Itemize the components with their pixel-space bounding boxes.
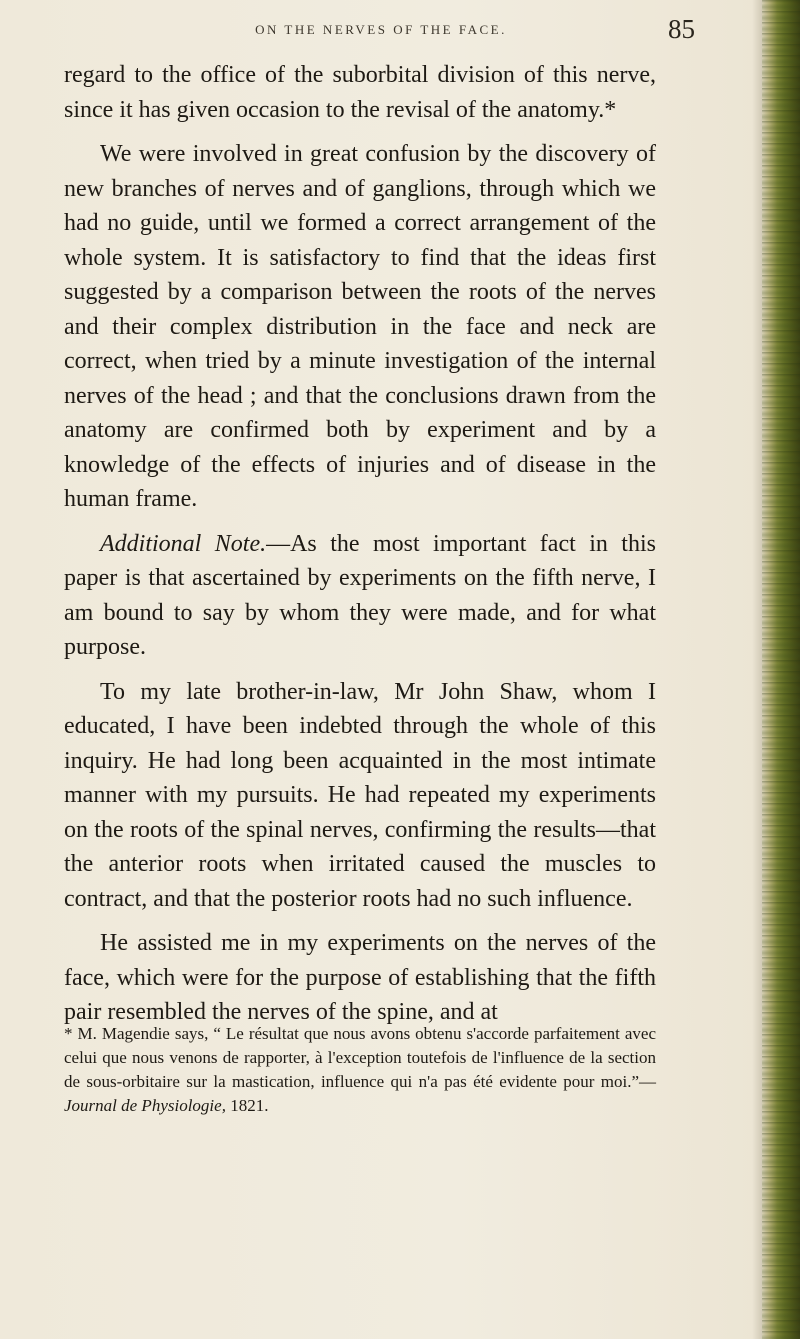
additional-note-text: —As the most important fact in this paper is that ascertained by experiments on the fifth nerve, I am bound to say by whom they were made, and for what purpose. xyxy=(64,530,656,660)
footnote-text: * M. Magendie says, “ Le résultat que nous avons obtenu s'accorde parfaitement avec celui que nous venons de rapporter, à l'exception toutefois de l'influence de la section de sous-orbitaire sur la mastication, influence qui n'a pas été evidente pour moi.”— xyxy=(64,1024,656,1091)
paragraph-4: To my late brother-in-law, Mr John Shaw, whom I educated, I have been indebted through the whole of this inquiry. He had long been acquainted in the most intimate manner with my pursuits. He had repeated my experiments on the roots of the spinal nerves, confirming the results—that the anterior roots when irritated caused the muscles to contract, and that the posterior roots had no such influence. xyxy=(64,678,656,912)
page-gutter-shadow xyxy=(752,0,762,1339)
footnote xyxy=(64,1022,656,1118)
paragraph-1: regard to the office of the suborbital division of this nerve, since it has given occasion to the revisal of the anatomy.* xyxy=(64,62,656,123)
book-edge-strip xyxy=(762,0,800,1339)
additional-note-heading: Additional Note. xyxy=(100,530,267,557)
paragraph-5: He assisted me in my experiments on the nerves of the face, which were for the purpose of establishing that the fifth pair resembled the nerves of the spine, and at xyxy=(64,930,656,1025)
footnote-paragraph xyxy=(64,1022,656,1118)
footnote-year: 1821. xyxy=(230,1096,269,1115)
running-title: ON THE NERVES OF THE FACE. xyxy=(255,22,507,37)
running-head xyxy=(0,14,762,44)
paragraph-2: We were involved in great confusion by the discovery of new branches of nerves and of ganglions, through which we had no guide, until we formed a correct arrangement of the whole system. It is satisfactory to find that the ideas first suggested by a comparison between the roots of the nerves and their complex distribution in the face and neck are correct, when tried by a minute investigation of the internal nerves of the head ; and that the conclusions drawn from the anatomy are confirmed both by experiment and by a knowledge of the effects of injuries and of disease in the human frame. xyxy=(64,141,656,512)
page-number: 85 xyxy=(668,14,695,44)
footnote-journal: Journal de Physiologie, xyxy=(64,1096,226,1115)
body-text xyxy=(64,58,656,1040)
paragraph-additional-note xyxy=(64,527,656,665)
